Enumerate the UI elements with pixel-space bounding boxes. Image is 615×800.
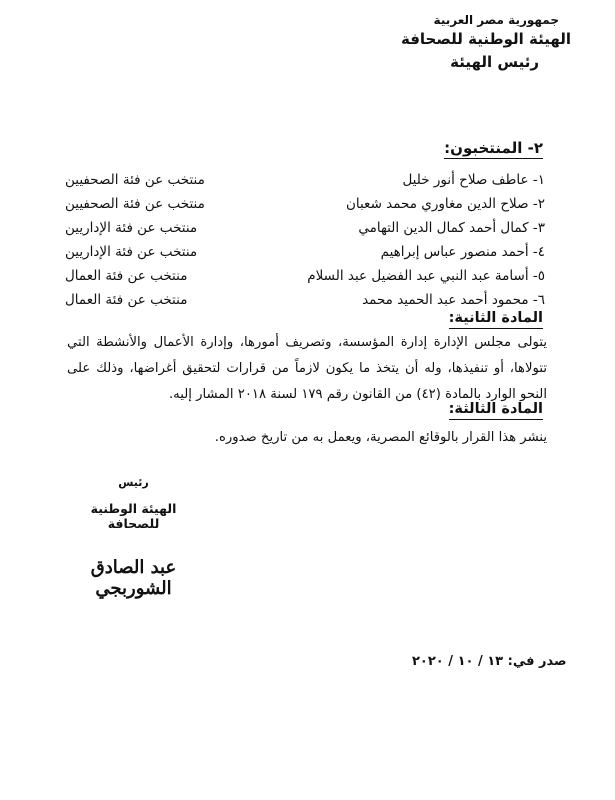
list-item <box>65 264 545 288</box>
list-item <box>65 216 545 240</box>
member-category: منتخب عن فئة الإداريين <box>65 220 198 236</box>
chair-title: رئيس الهيئة <box>450 53 539 71</box>
issue-date: صدر في: ١٣ / ١٠ / ٢٠٢٠ <box>412 654 567 669</box>
signatory-title: رئيس <box>118 476 149 489</box>
article-3-text: ينشر هذا القرار بالوقائع المصرية، ويعمل به من تاريخ صدوره. <box>214 430 547 445</box>
list-item <box>65 240 545 264</box>
list-item <box>65 288 545 312</box>
country-name: جمهورية مصر العربية <box>433 13 559 27</box>
article-2-text: يتولى مجلس الإدارة إدارة المؤسسة، وتصريف أمورها، وإدارة الأعمال والأنشطة التي تتولاها، أو تنفيذها، وله أن يتخذ ما يكون لازماً من قرارات لتحقيق أغراضها، وذلك على النحو الوارد بالمادة (٤٢) من القانون رقم ١٧٩ لسنة ٢٠١٨ المشار إليه. <box>67 335 547 402</box>
member-category: منتخب عن فئة العمال <box>65 292 188 308</box>
member-category: منتخب عن فئة العمال <box>65 268 188 284</box>
member-name: ٤- أحمد منصور عباس إبراهيم <box>380 244 545 260</box>
member-name: ٣- كمال أحمد كمال الدين التهامي <box>358 220 545 236</box>
member-category: منتخب عن فئة الصحفيين <box>65 172 205 188</box>
member-name: ٢- صلاح الدين مغاوري محمد شعبان <box>345 196 545 212</box>
signature-block <box>66 476 201 599</box>
elected-members-list <box>65 168 545 312</box>
section-title: ٢- المنتخبون: <box>444 139 543 157</box>
member-name: ١- عاطف صلاح أنور خليل <box>402 172 545 188</box>
list-item <box>65 192 545 216</box>
list-item <box>65 168 545 192</box>
letterhead <box>401 14 575 70</box>
authority-name: الهيئة الوطنية للصحافة <box>400 30 571 48</box>
member-name: ٥- أسامة عبد النبي عبد الفضيل عبد السلام <box>307 268 545 284</box>
signatory-name: عبد الصادق الشوربجي <box>90 557 177 599</box>
article-3-heading: المادة الثالثة: <box>449 402 543 420</box>
member-name: ٦- محمود أحمد عبد الحميد محمد <box>362 292 545 308</box>
article-2-heading: المادة الثانية: <box>449 311 543 329</box>
signatory-authority: الهيئة الوطنية للصحافة <box>90 501 177 531</box>
member-category: منتخب عن فئة الصحفيين <box>65 196 205 212</box>
member-category: منتخب عن فئة الإداريين <box>65 244 198 260</box>
